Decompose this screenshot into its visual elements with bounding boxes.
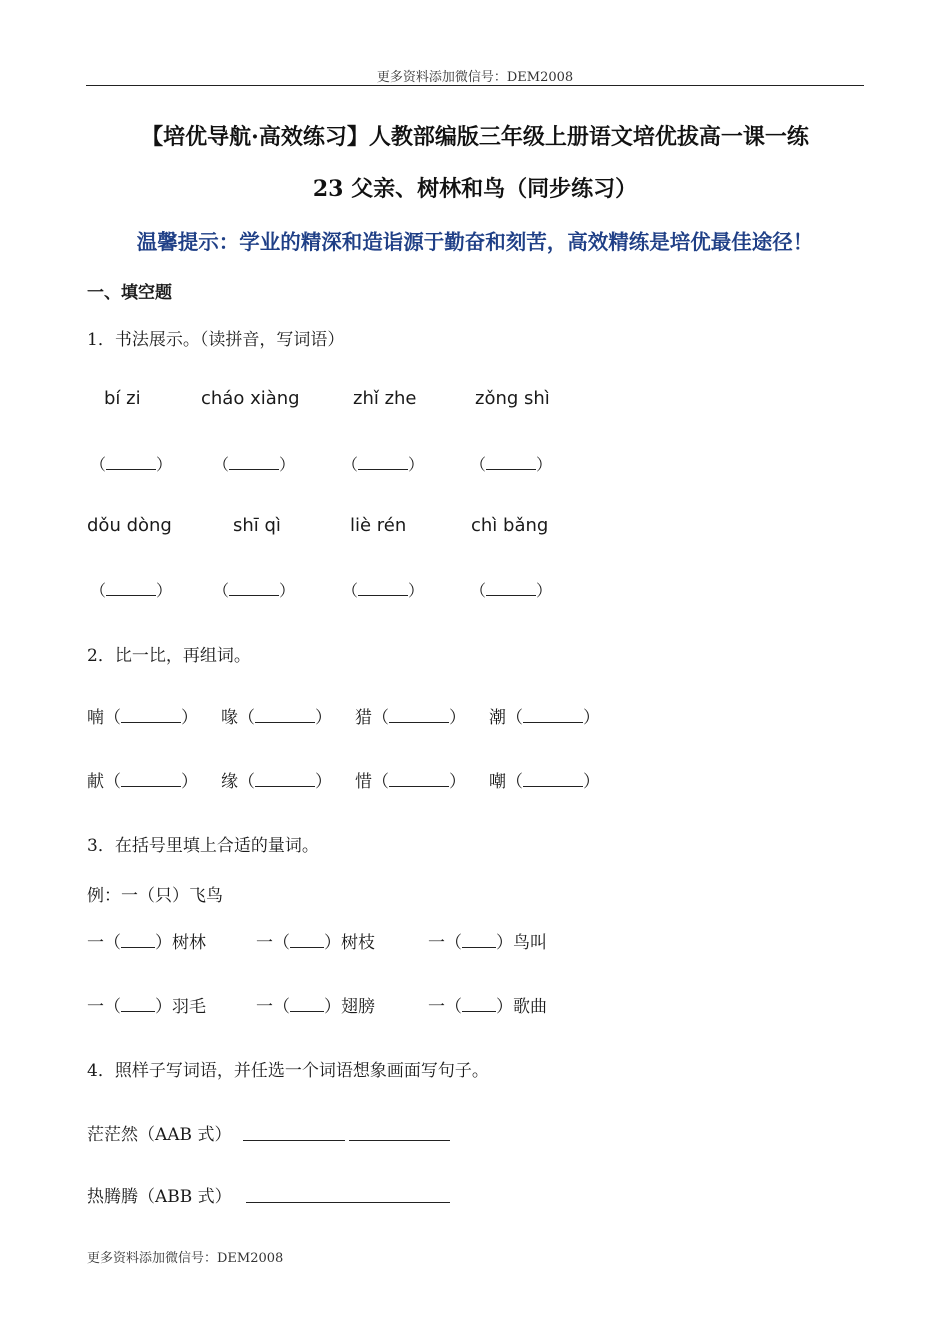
compare-item[interactable]: 潮（ ） <box>489 708 600 728</box>
compare-item[interactable]: 缘（ ） <box>221 772 332 792</box>
question-1-prompt: 1．书法展示。（读拼音，写词语） <box>87 330 345 350</box>
compare-item[interactable]: 猎（ ） <box>355 708 466 728</box>
compare-item[interactable]: 嘲（ ） <box>489 772 600 792</box>
measure-word-item[interactable]: 一（ ）树枝 <box>256 933 375 953</box>
pinyin: cháo xiàng <box>201 388 300 409</box>
lesson-title: 23 父亲、树林和鸟（同步练习） <box>312 176 638 202</box>
aab-label: 茫茫然（AAB 式） <box>87 1125 232 1145</box>
page-footer: 更多资料添加微信号：DEM2008 <box>87 1251 284 1266</box>
answer-line[interactable] <box>243 1140 345 1141</box>
answer-line[interactable] <box>246 1202 450 1203</box>
page-header: 更多资料添加微信号：DEM2008 <box>376 70 574 85</box>
pinyin: liè rén <box>350 515 407 536</box>
answer-blank[interactable]: （ ） <box>213 581 296 600</box>
pinyin: dǒu dòng <box>87 515 172 536</box>
measure-word-item[interactable]: 一（ ）歌曲 <box>428 997 547 1017</box>
answer-blank[interactable]: （ ） <box>213 455 296 474</box>
question-2-prompt: 2．比一比，再组词。 <box>87 646 251 666</box>
pinyin: chì bǎng <box>471 515 549 536</box>
measure-word-item[interactable]: 一（ ）鸟叫 <box>428 933 547 953</box>
section-heading: 一、填空题 <box>87 283 172 303</box>
measure-word-item[interactable]: 一（ ）羽毛 <box>87 997 206 1017</box>
header-rule <box>86 85 864 86</box>
answer-blank[interactable]: （ ） <box>342 581 425 600</box>
compare-item[interactable]: 惜（ ） <box>355 772 466 792</box>
tip-banner: 温馨提示：学业的精深和造诣源于勤奋和刻苦，高效精练是培优最佳途径！ <box>136 230 814 254</box>
measure-word-item[interactable]: 一（ ）树林 <box>87 933 206 953</box>
answer-blank[interactable]: （ ） <box>90 581 173 600</box>
abb-label: 热腾腾（ABB 式） <box>87 1187 232 1207</box>
document-title: 【培优导航·高效练习】人教部编版三年级上册语文培优拔高一课一练 <box>141 124 809 150</box>
compare-item[interactable]: 喃（ ） <box>87 708 198 728</box>
question-3-prompt: 3．在括号里填上合适的量词。 <box>87 836 319 856</box>
compare-item[interactable]: 喙（ ） <box>221 708 332 728</box>
answer-blank[interactable]: （ ） <box>470 581 553 600</box>
answer-line[interactable] <box>349 1140 450 1141</box>
pinyin: shī qì <box>233 515 281 536</box>
compare-item[interactable]: 献（ ） <box>87 772 198 792</box>
pinyin: zǒng shì <box>475 388 550 409</box>
answer-blank[interactable]: （ ） <box>90 455 173 474</box>
answer-blank[interactable]: （ ） <box>342 455 425 474</box>
question-4-prompt: 4．照样子写词语，并任选一个词语想象画面写句子。 <box>87 1061 489 1081</box>
example-text: 例：一（只）飞鸟 <box>87 886 223 906</box>
pinyin: bí zi <box>104 388 141 409</box>
measure-word-item[interactable]: 一（ ）翅膀 <box>256 997 375 1017</box>
answer-blank[interactable]: （ ） <box>470 455 553 474</box>
pinyin: zhǐ zhe <box>353 388 417 409</box>
